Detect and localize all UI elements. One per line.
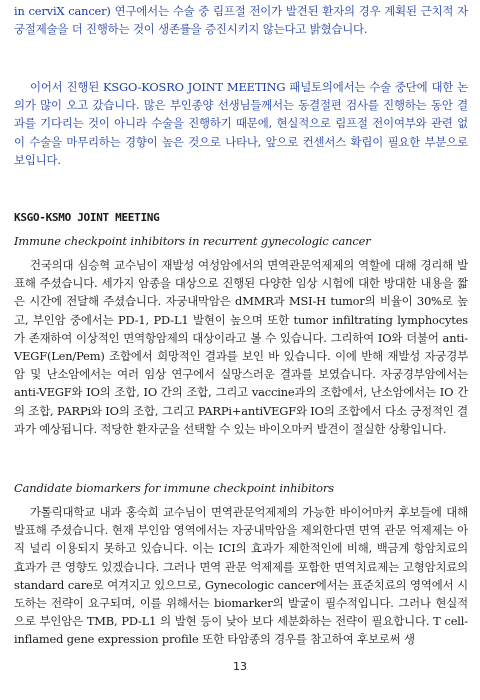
section-biomarkers — [14, 481, 468, 649]
subheading-biomarkers: Candidate biomarkers for immune checkpoint inhibitors — [14, 481, 334, 495]
section-icb-recurrent — [14, 234, 468, 438]
paragraph-surgery-result: in cerviX cancer) 연구에서는 수술 중 림프절 전이가 발견된 환자의 경우 계획된 근치적 자궁절제술을 더 진행하는 것이 생존률을 증진시키지 않는다고 밝혔습니다. — [14, 4, 468, 37]
paragraph-biomarkers: 가톨릭대학교 내과 홍숙희 교수님이 면역관문억제제의 가능한 바이어마커 후보들에 대해 발표해 주셨습니다. 현재 부인암 영역에서는 자궁내막암을 제외한다면 면역 관문 억제제는 아직 널리 이용되지 못하고 있습니다. 이는 ICI의 효과가 제한적인에 비해, 백금계 항암치료의 효과가 큰 영향도 있겠습니다. 그러나 면역 관문 억제제를 포함한 면역치료제는 고형암치료의 standard care로 여겨지고 있으므로, Gynecologic cancer에서는 표준치료의 영역에서 시도하는 전략이 요구되며, 이를 위해서는 biomarker의 발굴이 필수적입니다. 그러나 현실적으로 부인암은 TMB, PD-L1 의 발현 등이 낮아 보다 세분화하는 전략이 필요합니다. T cell-inflamed gene expression profile 또한 타암종의 경우를 참고하여 후보로써 생 — [14, 505, 468, 647]
paragraph-panel-discussion: 이어서 진행된 KSGO-KOSRO JOINT MEETING 패널토의에서는 수술 중단에 대한 논의가 많이 오고 갔습니다. 많은 부인종양 선생님들께서는 동결절편 검사를 진행하는 동안 결과를 기다리는 것이 아니라 수술을 진행하기 때문에, 현실적으로 림프절 전이여부와 관련 없이 수술을 마무리하는 경향이 높은 것으로 나타나, 앞으로 컨센서스 확립이 필요한 부분으로 보입니다. — [14, 80, 468, 167]
section-ksmo-meeting — [14, 211, 468, 224]
section-surgery-summary — [14, 2, 468, 38]
section-heading: KSGO-KSMO JOINT MEETING — [14, 211, 160, 224]
page-number: 13 — [233, 660, 247, 673]
paragraph-icb-recurrent: 건국의대 심승혁 교수님이 재발성 여성암에서의 면역관문억제제의 역할에 대해 경리해 발표해 주셨습니다. 세가지 암종을 대상으로 진행된 다양한 임상 시험에 대한 방대한 내용을 짧은 시간에 전달해 주셨습니다. 자궁내막암은 dMMR과 MSI-H tumor의 비율이 30%로 높고, 부인암 중에서는 PD-1, PD-L1 발현이 높으며 또한 tumor infiltrating lymphocytes 가 존재하여 이상적인 면역항암제의 대상이라고 볼 수 있습니다. 그리하여 IO와 더불어 anti-VEGF(Len/Pem) 조합에서 희망적인 결과를 보인 바 있습니다. 이에 반해 재발성 자궁경부암 및 난소암에서는 여러 임상 연구에서 실망스러운 결과를 보였습니다. 자궁경부암에서는 anti-VEGF와 IO의 조합, IO 간의 조합, 그리고 vaccine과의 조합에서, 난소암에서는 IO 간의 조합, PARPi와 IO의 조합, 그리고 PARPi+antiVEGF와 IO의 조합에서 다소 긍정적인 결과가 예상됩니다. 적당한 환자군을 선택할 수 있는 바이오마커 발견이 절실한 상황입니다. — [14, 258, 468, 436]
subheading-icb-recurrent: Immune checkpoint inhibitors in recurrent gynecologic cancer — [14, 234, 371, 248]
section-panel-discussion — [14, 78, 468, 169]
